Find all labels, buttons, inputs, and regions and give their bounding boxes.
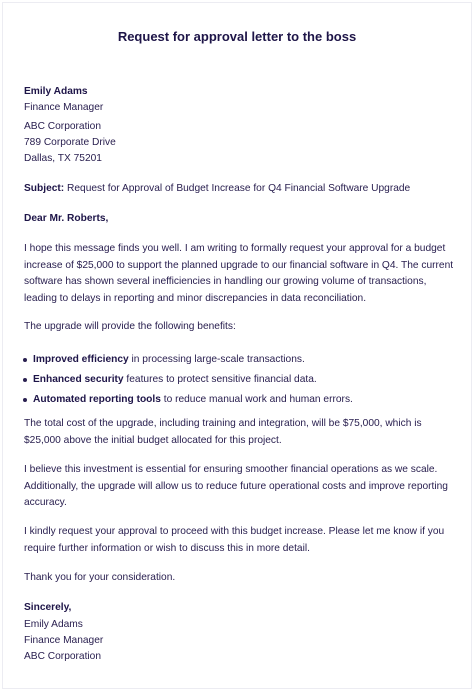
benefit-text: features to protect sensitive financial data. — [123, 374, 317, 385]
benefit-text: to reduce manual work and human errors. — [160, 394, 353, 405]
investment-line: I believe this investment is essential for ensuring smoother financial operations as we scale. — [24, 464, 438, 475]
subject-line — [24, 181, 410, 198]
intro-line: software has shown several inefficiencies in handling our growing volume of transactions, — [24, 276, 427, 288]
bullet-icon — [23, 358, 27, 362]
sender-company: ABC Corporation — [24, 121, 102, 132]
investment-paragraph — [24, 462, 454, 512]
benefit-bold: Enhanced security — [33, 374, 124, 385]
sender-position: Finance Manager — [24, 102, 104, 113]
intro-line: increase of $25,000 to support the planned upgrade to our financial software in Q4. The current — [24, 259, 454, 271]
cost-line: $25,000 above the initial budget allocated for this project. — [24, 434, 282, 446]
investment-line: Additionally, the upgrade will allow us to reduce future operational costs and improve reporting — [24, 480, 448, 492]
sign-off: Sincerely, — [24, 602, 72, 613]
salutation: Dear Mr. Roberts, — [24, 213, 109, 224]
benefits-intro: The upgrade will provide the following benefits: — [24, 321, 236, 332]
closing-name: Emily Adams — [24, 619, 83, 630]
closing-position: Finance Manager — [24, 635, 104, 646]
investment-line: accuracy. — [24, 497, 67, 509]
sender-name: Emily Adams — [24, 86, 88, 97]
request-line: require further information or wish to discuss this in more detail. — [24, 542, 310, 554]
closing-company: ABC Corporation — [24, 651, 102, 662]
benefit-text: in processing large-scale transactions. — [128, 354, 305, 365]
intro-line: leading to delays in reporting and minor discrepancies in data reconciliation. — [24, 293, 367, 305]
request-line: I kindly request your approval to proceed with this budget increase. Please let me know if you — [24, 526, 445, 537]
sender-city: Dallas, TX 75201 — [24, 153, 102, 164]
cost-line: The total cost of the upgrade, including training and integration, will be $75,000, which is — [24, 418, 422, 429]
bullet-icon — [23, 378, 27, 382]
thanks-line: Thank you for your consideration. — [24, 572, 176, 583]
intro-paragraph — [24, 241, 454, 308]
benefit-bold: Automated reporting tools — [33, 394, 161, 405]
request-paragraph — [24, 524, 454, 557]
subject-label: Subject: — [24, 183, 65, 194]
benefit-bold: Improved efficiency — [33, 354, 129, 365]
bullet-icon — [23, 398, 27, 402]
intro-line: I hope this message finds you well. I am writing to formally request your approval for a budget — [24, 243, 446, 254]
document-title: Request for approval letter to the boss — [117, 29, 357, 44]
subject-text: Request for Approval of Budget Increase for Q4 Financial Software Upgrade — [64, 183, 411, 194]
sender-street: 789 Corporate Drive — [24, 137, 116, 148]
cost-paragraph — [24, 416, 454, 449]
